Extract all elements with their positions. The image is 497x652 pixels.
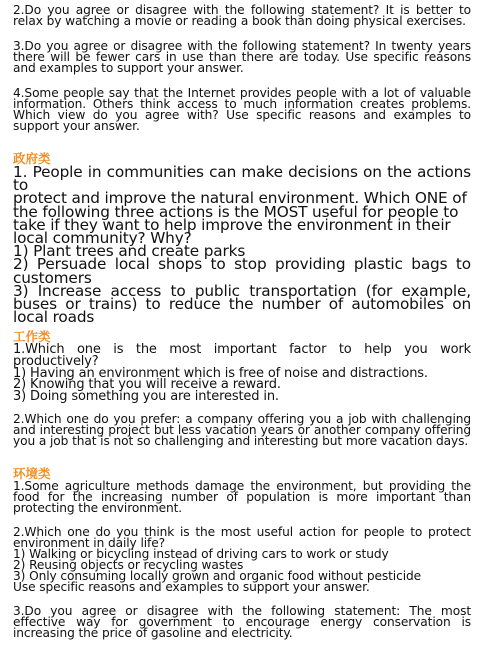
work-option: 1) Having an environment which is free of noise and distractions. [13, 365, 428, 381]
government-q1-line: the following three actions is the MOST useful for people to [13, 202, 459, 221]
environment-q2-text: 2.Which one do you think is the most useful action for people to protect environment in daily life? [13, 525, 471, 551]
question-intro-3: 3.Do you agree or disagree with the following statement? In twenty years there will be fewer cars in use than there are today. Use specific reasons and examples to support your answer. [13, 39, 471, 75]
environment-option: 2) Reusing objects or recycling wastes [13, 558, 244, 573]
work-q1-text: 1.Which one is the most important factor to help you work productively? [13, 342, 471, 370]
government-q1-line: protect and improve the natural environment. Which ONE of [13, 189, 467, 208]
government-option: 2) Persuade local shops to stop providing plastic bags to customers [13, 255, 471, 287]
work-question-2: 2.Which one do you prefer: a company offering you a job with challenging and interesting project but less vacation years or another company offering you a job that is not so challenging and interesting but more vacation days. [13, 412, 471, 449]
government-question-1 [13, 163, 471, 327]
section-heading-work: 工作类 [13, 329, 51, 345]
environment-question-1: 1.Some agriculture methods damage the environment, but providing the food for the increasing number of population is more important than protecting the environment. [13, 479, 471, 516]
question-intro-2: 2.Do you agree or disagree with the following statement? It is better to relax by watching a movie or reading a book than doing physical exercises. [13, 3, 471, 28]
environment-q2-tail: Use specific reasons and examples to support your answer. [13, 580, 370, 595]
government-q1-line: take if they want to help improve the environment in their [13, 215, 451, 234]
question-intro-4: 4.Some people say that the Internet provides people with a lot of valuable information. Others think access to much information creates problems. Which view do you agree with? Use specific reasons and examples to support your answer. [13, 86, 471, 133]
government-option: 1) Plant trees and create parks [13, 242, 246, 261]
government-q1-line: local community? Why? [13, 229, 192, 248]
work-option: 3) Doing something you are interested in. [13, 388, 279, 404]
environment-option: 1) Walking or bicycling instead of driving cars to work or study [13, 547, 389, 562]
section-heading-environment: 环境类 [13, 466, 51, 482]
environment-question-3: 3.Do you agree or disagree with the following statement: The most effective way for government to encourage energy conservation is increasing the price of gasoline and electricity. [13, 604, 471, 641]
section-heading-government: 政府类 [13, 151, 51, 166]
document-page [13, 5, 471, 639]
government-option: 3) Increase access to public transportation (for example, buses or trains) to reduce the number of automobiles on local roads [13, 281, 471, 327]
environment-question-2 [13, 527, 471, 593]
work-question-1 [13, 344, 471, 402]
government-q1-line: 1. People in communities can make decisions on the actions to [13, 163, 471, 195]
work-option: 2) Knowing that you will receive a reward. [13, 377, 281, 393]
environment-option: 3) Only consuming locally grown and organic food without pesticide [13, 569, 422, 584]
